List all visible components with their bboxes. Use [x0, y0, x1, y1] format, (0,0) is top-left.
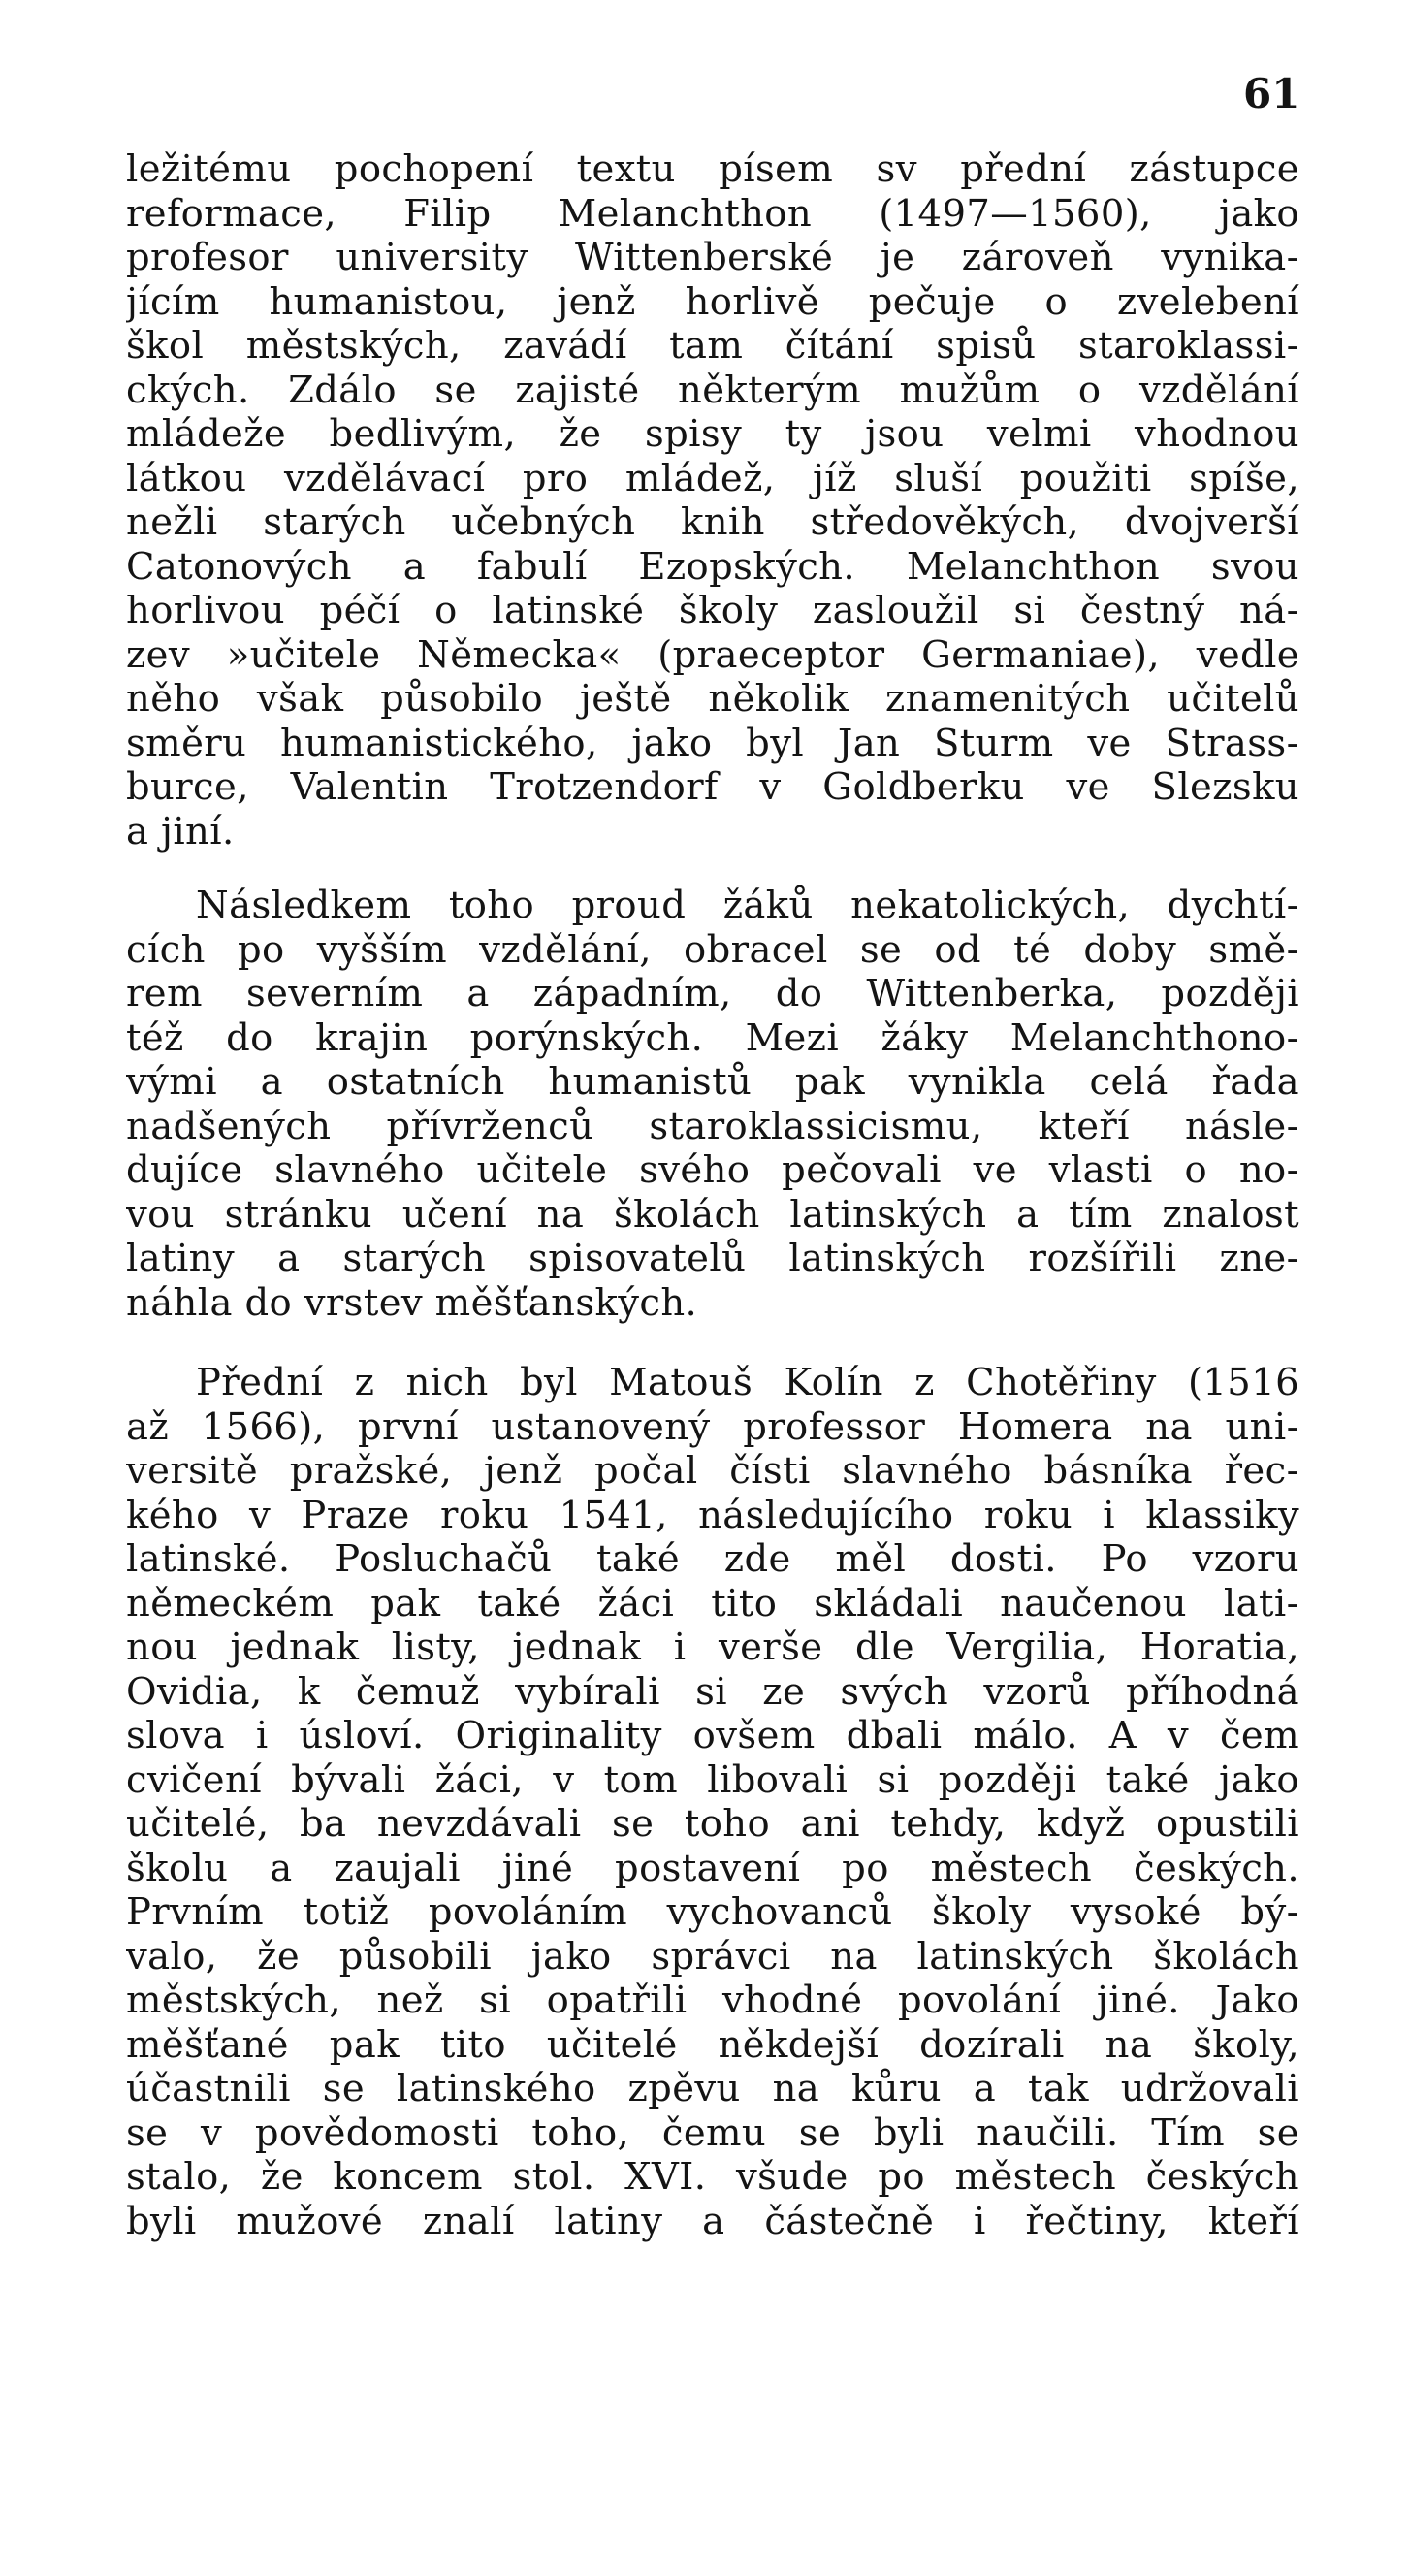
text-line: ckých. Zdálo se zajisté některým mužům o vzdělání: [126, 368, 1299, 412]
text-line: nežli starých učebných knih středověkých, dvojverší: [126, 500, 1299, 544]
text-line: německém pak také žáci tito skládali naučenou lati-: [126, 1581, 1299, 1626]
text-line: účastnili se latinského zpěvu na kůru a tak udržovali: [126, 2067, 1299, 2110]
text-line: horlivou péčí o latinské školy zasloužil si čestný ná-: [126, 589, 1299, 632]
text-line: měšťané pak tito učitelé někdejší dozírali na školy,: [126, 2022, 1299, 2067]
text-line: Následkem toho proud žáků nekatolických, dychtí-: [196, 884, 1299, 927]
text-line: až 1566), první ustanovený professor Homera na uni-: [126, 1404, 1299, 1449]
text-line: učitelé, ba nevzdávali se toho ani tehdy, když opustili: [126, 1802, 1299, 1846]
text-line: zev »učitele Německa« (praeceptor Germaniae), vedle: [126, 632, 1299, 677]
paragraph-1: [126, 147, 1299, 853]
text-line: mládeže bedlivým, že spisy ty jsou velmi vhodnou: [126, 412, 1299, 456]
text-line: náhla do vrstev měšťanských.: [126, 1280, 698, 1325]
text-line: též do krajin porýnských. Mezi žáky Melanchthono-: [126, 1015, 1299, 1060]
text-line: byli mužové znalí latiny a částečně i řečtiny, kteří: [126, 2199, 1299, 2243]
text-line: Přední z nich byl Matouš Kolín z Chotěřiny (1516: [196, 1361, 1299, 1404]
text-line: valo, že působili jako správci na latinských školách: [126, 1934, 1299, 1979]
text-line: slova i úsloví. Originality ovšem dbali málo. A v čem: [126, 1714, 1299, 1757]
text-line: stalo, že koncem stol. XVI. všude po městech českých: [126, 2155, 1299, 2199]
text-line: cvičení bývali žáci, v tom libovali si později také jako: [126, 1757, 1299, 1802]
paragraph-3: [126, 1361, 1299, 2243]
paragraph-2: [126, 884, 1299, 1325]
text-line: kého v Praze roku 1541, následujícího roku i klassiky: [126, 1493, 1299, 1537]
text-line: burce, Valentin Trotzendorf v Goldberku ve Slezsku: [126, 765, 1299, 809]
text-line: látkou vzdělávací pro mládež, jíž sluší použiti spíše,: [126, 456, 1299, 500]
text-line: nadšených přívrženců staroklassicismu, kteří násle-: [126, 1104, 1299, 1148]
text-line: jícím humanistou, jenž horlivě pečuje o zvelebení: [126, 279, 1299, 324]
text-line: se v povědomosti toho, čemu se byli naučili. Tím se: [126, 2110, 1299, 2155]
page-number: 61: [1243, 70, 1300, 117]
text-line: reformace, Filip Melanchthon (1497—1560), jako: [126, 191, 1299, 236]
text-line: něho však působilo ještě několik znamenitých učitelů: [126, 677, 1299, 721]
text-line: dujíce slavného učitele svého pečovali ve vlasti o no-: [126, 1148, 1299, 1192]
text-line: školu a zaujali jiné postavení po městech českých.: [126, 1846, 1299, 1890]
text-line: škol městských, zavádí tam čítání spisů staroklassi-: [126, 324, 1299, 368]
text-line: Ovidia, k čemuž vybírali si ze svých vzorů příhodná: [126, 1669, 1299, 1714]
text-line: Catonových a fabulí Ezopských. Melanchthon svou: [126, 544, 1299, 589]
text-line: latinské. Posluchačů také zde měl dosti. Po vzoru: [126, 1537, 1299, 1581]
text-line: směru humanistického, jako byl Jan Sturm ve Strass-: [126, 721, 1299, 765]
text-line: a jiní.: [126, 809, 235, 853]
text-line: rem severním a západním, do Wittenberka, později: [126, 972, 1299, 1015]
text-line: vými a ostatních humanistů pak vynikla celá řada: [126, 1060, 1299, 1104]
text-line: latiny a starých spisovatelů latinských rozšířili zne-: [126, 1237, 1299, 1280]
text-line: ležitému pochopení textu písem sv přední zástupce: [126, 147, 1299, 191]
text-line: nou jednak listy, jednak i verše dle Vergilia, Horatia,: [126, 1626, 1299, 1669]
text-line: versitě pražské, jenž počal čísti slavného básníka řec-: [126, 1449, 1299, 1493]
text-line: cích po vyšším vzdělání, obracel se od té doby smě-: [126, 927, 1299, 972]
text-line: vou stránku učení na školách latinských a tím znalost: [126, 1192, 1299, 1237]
text-line: Prvním totiž povoláním vychovanců školy vysoké bý-: [126, 1890, 1299, 1934]
text-line: městských, než si opatřili vhodné povolání jiné. Jako: [126, 1979, 1299, 2022]
text-line: profesor university Wittenberské je zároveň vynika-: [126, 236, 1299, 279]
